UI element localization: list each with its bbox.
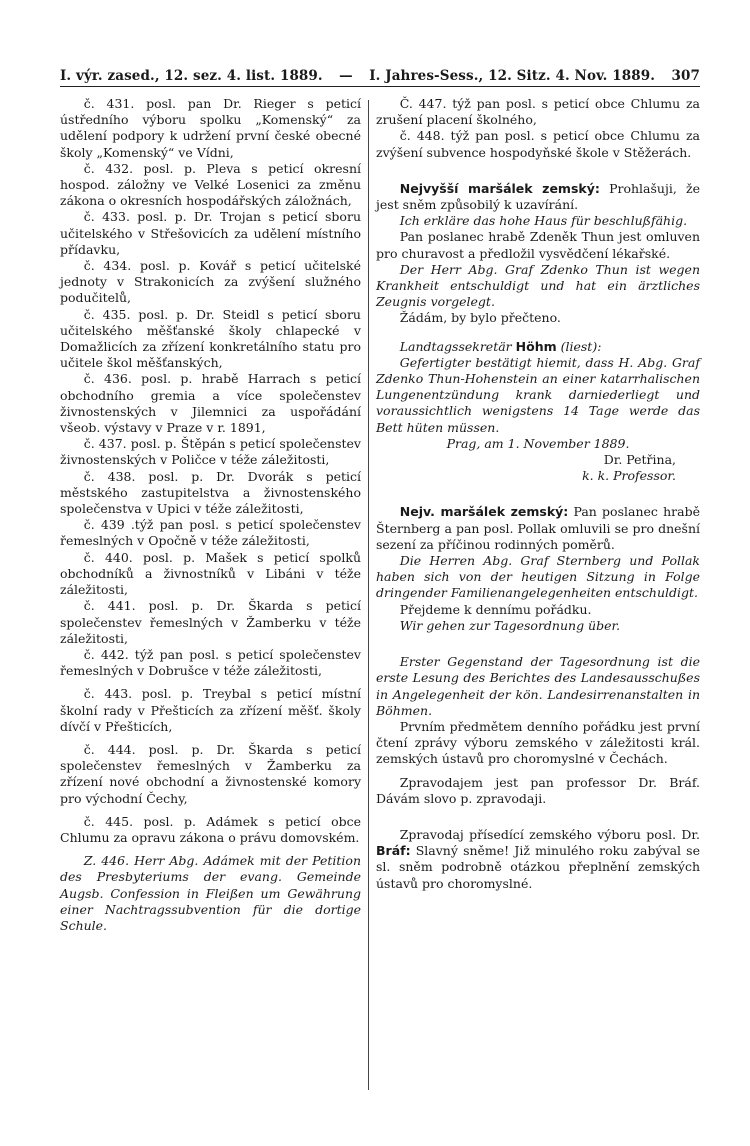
petition-447: Č. 447. týž pan posl. s peticí obce Chlumu za zrušení placení školného,: [376, 96, 700, 128]
header-dash: —: [339, 68, 353, 84]
petition-437: č. 437. posl. p. Štěpán s peticí společenstev živnostenských v Poličce v téže záležitosti,: [60, 436, 361, 468]
petition-438: č. 438. posl. p. Dr. Dvorák s peticí městského zastupitelstva a živnostenského společenstva v Upici v téže záležitosti,: [60, 468, 361, 517]
petition-448: č. 448. týž pan posl. s peticí obce Chlumu za zvýšení subvence hospodyňské škole v Stěžerách.: [376, 128, 700, 160]
speaker-secretary: Höhm: [515, 338, 557, 354]
running-header: [60, 60, 700, 84]
first-item-german: Erster Gegenstand der Tagesordnung ist die erste Lesung des Berichtes des Landesausschußes in Angelegenheit der kön. Landesirrenanstalten in Böhmen.: [376, 654, 700, 718]
page-number: 307: [671, 68, 700, 84]
rapporteur-speech: Zpravodaj přísedící zemského výboru posl. Dr. Bráf: Slavný sněme! Již minulého roku zabýval se sl. sněm podrobně otázkou přeplnění zemských ústavů pro choromyslné.: [376, 826, 700, 891]
petition-439: č. 439 .týž pan posl. s peticí společenstev řemeslných v Opočně v téže záležitosti,: [60, 517, 361, 549]
petition-440: č. 440. posl. p. Mašek s peticí spolků obchodníků a živnostníků v Libáni v téže záležitosti,: [60, 549, 361, 598]
thun-excuse-czech: Pan poslanec hrabě Zdeněk Thun jest omluven pro churavost a předložil vysvědčení lékařské.: [376, 229, 700, 261]
header-rule: [60, 86, 700, 87]
quorum-german: Ich erkläre das hohe Haus für beschlußfähig.: [399, 213, 688, 229]
agenda-czech: Přejdeme k dennímu pořádku.: [399, 601, 592, 617]
marshal-statement-2: [376, 504, 700, 553]
petition-446: Z. 446. Herr Abg. Adámek mit der Petition des Presbyteriums der evang. Gemeinde Augsb. Confession in Fleißen um Gewährung einer Nachtragssubvention für die dortige Schule.: [60, 853, 361, 933]
header-czech: I. výr. zased., 12. sez. 4. list. 1889.: [60, 68, 323, 84]
letter-date: Prag, am 1. November 1889.: [446, 435, 630, 451]
rapporteur-intro: Zpravodajem jest pan professor Dr. Bráf. Dávám slovo p. zpravodaji.: [376, 774, 700, 806]
sternberg-excuse-czech: Pan poslanec hrabě Šternberg a pan posl. Pollak omluvili se pro dnešní sezení za příčinou rodinných poměrů.: [376, 504, 700, 552]
petition-435: č. 435. posl. p. Dr. Steidl s peticí sboru učitelského měšťanské školy chlapecké v Domažlicích za zřízení konkretálního statu pro učitele škol měšťanských,: [60, 306, 361, 371]
petition-434: č. 434. posl. p. Kovář s peticí učitelské jednoty v Strakonicích za zvýšení služného podučitelů,: [60, 258, 361, 306]
speaker-braf: Bráf:: [376, 843, 411, 859]
petition-436: č. 436. posl. p. hrabě Harrach s peticí obchodního gremia a více společenstev živnostenských v Jilemnici za uspořádání všeob. výstavy v Praze v r. 1891,: [60, 371, 361, 436]
sternberg-excuse-german: Die Herren Abg. Graf Sternberg und Pollak haben sich von der heutigen Sitzung in Folge dringender Familienangelegenheiten entschuldigt.: [376, 553, 700, 601]
agenda-german: Wir gehen zur Tagesordnung über.: [399, 617, 621, 633]
signature-title: k. k. Professor.: [582, 468, 676, 484]
petition-432: č. 432. posl. p. Pleva s peticí okresní hospod. záložny ve Velké Losenici za změnu zákona o okresních hospodářských záložnách,: [60, 160, 361, 209]
medical-letter: Gefertigter bestätigt hiemit, dass H. Abg. Graf Zdenko Thun-Hohenstein an einer katarrhalischen Lungenentzündung krank darniederliegt und voraussichtlich wenigstens 14 Tage werde das Bett hüten müssen.: [376, 354, 700, 435]
speaker-marshal-2: Nejv. maršálek zemský:: [399, 504, 569, 520]
read-request: Žádám, by bylo přečteno.: [399, 310, 561, 326]
petition-431: č. 431. posl. pan Dr. Rieger s peticí ústředního výboru spolku „Komenský“ za udělení podpory k udržení první české obecné školy „Komenský“ ve Vídni,: [60, 96, 361, 160]
petition-433: č. 433. posl. p. Dr. Trojan s peticí sboru učitelského v Střešovicích za udělení místního přídavku,: [60, 209, 361, 257]
column-divider: [368, 100, 369, 1090]
petition-445: č. 445. posl. p. Adámek s peticí obce Chlumu za opravu zákona o právu domovském.: [60, 813, 361, 845]
left-column: [60, 96, 361, 934]
right-column: [376, 96, 700, 892]
petition-441: č. 441. posl. p. Dr. Škarda s peticí společenstev řemeslných v Žamberku v téže záležitosti,: [60, 598, 361, 646]
marshal-statement-1: [376, 181, 700, 213]
header-german: I. Jahres-Sess., 12. Sitz. 4. Nov. 1889.: [369, 68, 656, 84]
thun-excuse-german: Der Herr Abg. Graf Zdenko Thun ist wegen Krankheit entschuldigt und hat ein ärztliches Zeugnis vorgelegt.: [376, 261, 700, 310]
speaker-marshal: Nejvyšší maršálek zemský:: [399, 180, 600, 196]
signature-name: Dr. Petřina,: [603, 452, 676, 468]
quorum-czech: Prohlašuji, že jest sněm způsobilý k uzavírání.: [376, 180, 700, 213]
first-item-czech: Prvním předmětem denního pořádku jest první čtení zprávy výboru zemského v záležitosti král. zemských ústavů pro choromyslné v Čechách.: [376, 718, 700, 767]
petition-442: č. 442. týž pan posl. s peticí společenstev řemeslných v Dobrušce v téže záležitosti,: [60, 646, 361, 679]
secretary-reads: Landtagssekretär Höhm (liest):: [399, 338, 602, 354]
petition-443: č. 443. posl. p. Treybal s peticí místní školní rady v Přešticích za zřízení měšť. školy dívčí v Přešticích,: [60, 686, 361, 734]
petition-444: č. 444. posl. p. Dr. Škarda s peticí společenstev řemeslných v Žamberku za zřízení nové obchodní a živnostenské komory pro východní Čechy,: [60, 741, 361, 806]
